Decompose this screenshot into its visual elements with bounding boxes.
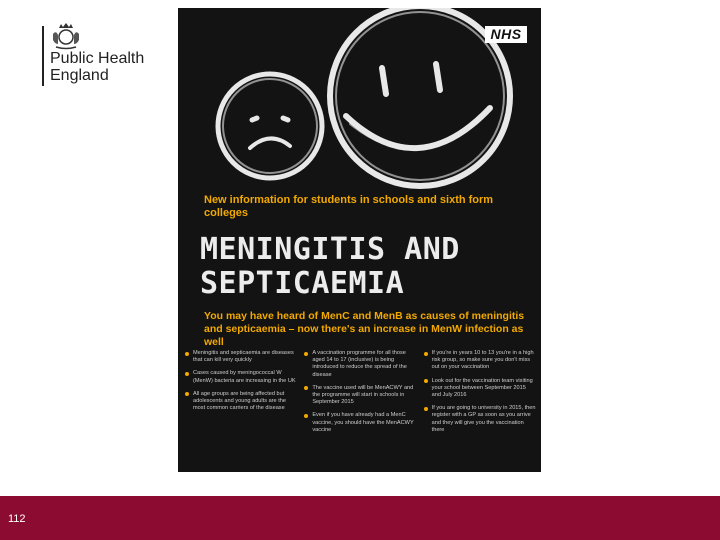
nhs-logo: NHS <box>485 26 527 43</box>
logo-line-1: Public Health <box>50 50 145 67</box>
bullet-item: The vaccine used will be MenACWY and the programme will start in schools in September 2015 <box>303 385 416 407</box>
bullet-item: Even if you have already had a MenC vaccine, you should have the MenACWY vaccine <box>303 412 416 434</box>
meningitis-poster <box>178 8 541 472</box>
poster-title-line-2: SEPTICAEMIA <box>200 266 405 301</box>
bullet-item: Meningitis and septicaemia are diseases that can kill very quickly <box>184 350 297 364</box>
bullet-column-3 <box>423 350 536 458</box>
footer-bar <box>0 496 720 540</box>
sad-face-icon <box>218 74 322 178</box>
logo-divider <box>42 26 44 86</box>
poster-subtitle: You may have heard of MenC and MenB as causes of meningitis and septicaemia – now there's an increase in MenW infection as well <box>204 310 525 348</box>
bullet-item: If you're in years 10 to 13 you're in a high risk group, so make sure you don't miss out on your vaccination <box>423 350 536 372</box>
poster-title <box>200 233 530 301</box>
logo-line-2: England <box>50 67 109 84</box>
happy-face-icon <box>330 8 510 186</box>
royal-crest-icon <box>50 22 82 50</box>
bullet-item: Cases caused by meningococcal W (MenW) bacteria are increasing in the UK <box>184 370 297 384</box>
bullet-item: If you are going to university in 2015, then register with a GP as soon as you arrive and they will give you the vaccination there <box>423 405 536 434</box>
bullet-item: Look out for the vaccination team visiting your school between September 2015 and July 2016 <box>423 378 536 400</box>
phe-logo-text <box>50 50 144 84</box>
bullet-item: All age groups are being affected but adolescents and young adults are the most common carriers of the disease <box>184 391 297 413</box>
poster-title-line-1: MENINGITIS AND <box>200 232 460 267</box>
bullet-column-2 <box>303 350 416 458</box>
poster-intro: New information for students in schools and sixth form colleges <box>204 194 494 219</box>
bullet-columns <box>184 350 536 458</box>
bullet-item: A vaccination programme for all those aged 14 to 17 (inclusive) is being introduced to reduce the spread of the disease <box>303 350 416 379</box>
page-number: 112 <box>8 513 26 525</box>
bullet-column-1 <box>184 350 297 458</box>
